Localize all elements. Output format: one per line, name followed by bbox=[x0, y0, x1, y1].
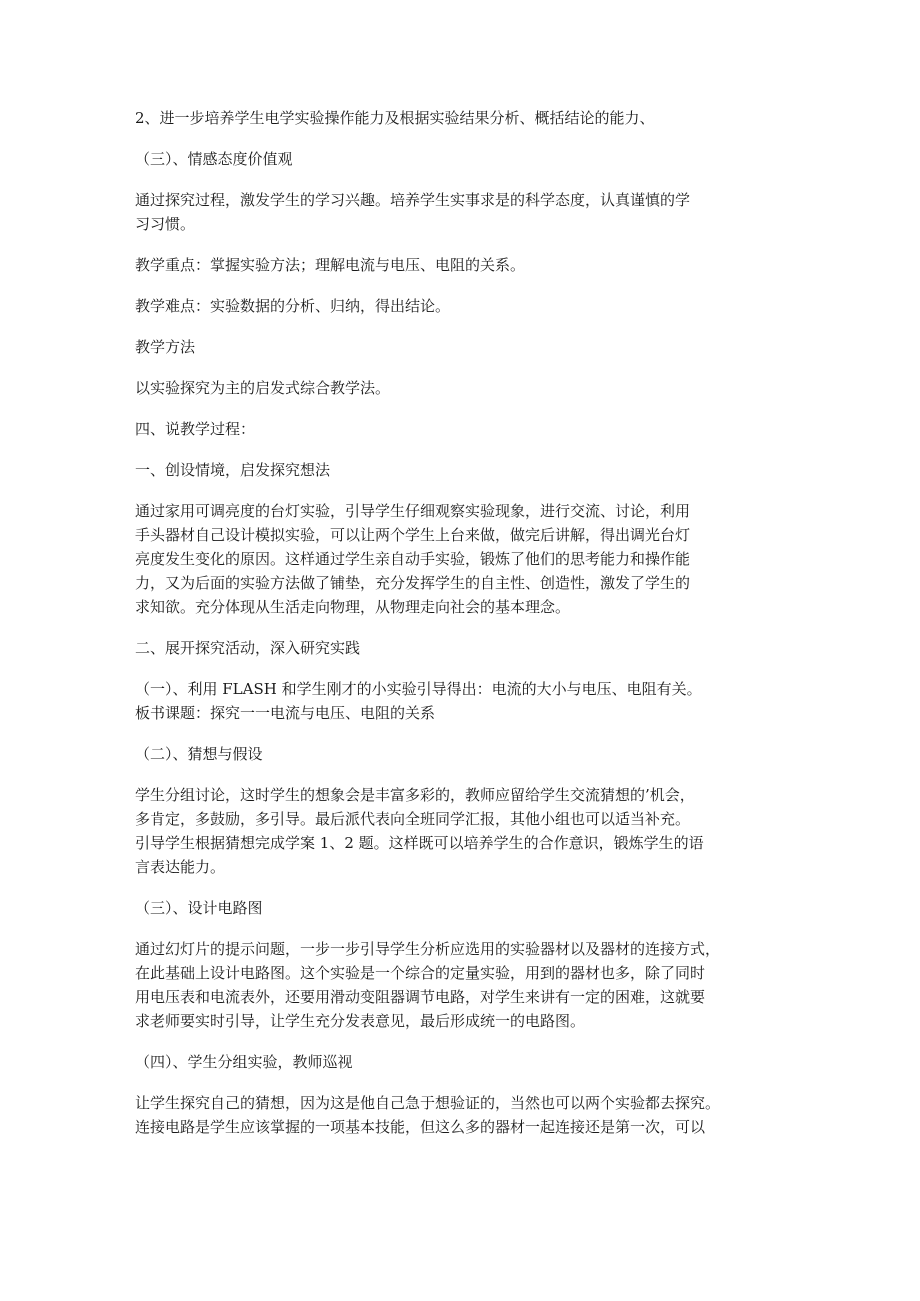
paragraph bbox=[135, 294, 785, 318]
text-line: （四）、学生分组实验，教师巡视 bbox=[135, 1053, 353, 1071]
text-line: （三）、情感态度价值观 bbox=[135, 150, 293, 168]
text-line: 让学生探究自己的猜想，因为这是他自己急于想验证的，当然也可以两个实验都去探究。 bbox=[135, 1094, 721, 1112]
paragraph bbox=[135, 106, 785, 130]
paragraph bbox=[135, 1050, 785, 1074]
text-line: 在此基础上设计电路图。这个实验是一个综合的定量实验，用到的器材也多，除了同时 bbox=[135, 964, 706, 982]
text-line: 求知欲。充分体现从生活走向物理，从物理走向社会的基本理念。 bbox=[135, 598, 571, 616]
text-line: 二、展开探究活动，深入研究实践 bbox=[135, 639, 361, 657]
paragraph bbox=[135, 253, 785, 277]
text-line: 引导学生根据猜想完成学案 1、2 题。这样既可以培养学生的合作意识，锻炼学生的语 bbox=[135, 834, 704, 852]
paragraph bbox=[135, 742, 785, 766]
text-line: 亮度发生变化的原因。这样通过学生亲自动手实验，锻炼了他们的思考能力和操作能 bbox=[135, 550, 691, 568]
text-line: 力，又为后面的实验方法做了铺垫，充分发挥学生的自主性、创造性，激发了学生的 bbox=[135, 574, 691, 592]
text-line: 教学方法 bbox=[135, 338, 196, 356]
paragraph bbox=[135, 937, 785, 1033]
paragraph bbox=[135, 896, 785, 920]
paragraph bbox=[135, 1091, 785, 1139]
paragraph bbox=[135, 188, 785, 236]
paragraph bbox=[135, 376, 785, 400]
text-line: （一）、利用 FLASH 和学生刚才的小实验引导得出：电流的大小与电压、电阻有关。 bbox=[135, 680, 702, 698]
paragraph bbox=[135, 417, 785, 441]
paragraph bbox=[135, 499, 785, 619]
text-line: 板书课题：探究一一电流与电压、电阻的关系 bbox=[135, 704, 436, 722]
text-line: 四、说教学过程： bbox=[135, 420, 256, 438]
text-line: 言表达能力。 bbox=[135, 858, 226, 876]
text-line: 教学重点：掌握实验方法；理解电流与电压、电阻的关系。 bbox=[135, 256, 526, 274]
paragraph bbox=[135, 783, 785, 879]
document-body bbox=[135, 106, 785, 1156]
paragraph bbox=[135, 636, 785, 660]
text-line: 通过家用可调亮度的台灯实验，引导学生仔细观察实验现象，进行交流、讨论，利用 bbox=[135, 502, 691, 520]
paragraph bbox=[135, 147, 785, 171]
paragraph bbox=[135, 335, 785, 359]
text-line: 手头器材自己设计模拟实验，可以让两个学生上台来做，做完后讲解，得出调光台灯 bbox=[135, 526, 691, 544]
text-line: 一、创设情境，启发探究想法 bbox=[135, 461, 331, 479]
paragraph bbox=[135, 458, 785, 482]
text-line: 通过幻灯片的提示问题，一步一步引导学生分析应选用的实验器材以及器材的连接方式， bbox=[135, 940, 721, 958]
text-line: 连接电路是学生应该掌握的一项基本技能，但这么多的器材一起连接还是第一次，可以 bbox=[135, 1118, 706, 1136]
text-line: 求老师要实时引导，让学生充分发表意见，最后形成统一的电路图。 bbox=[135, 1012, 586, 1030]
text-line: 习习惯。 bbox=[135, 215, 196, 233]
text-line: （三）、设计电路图 bbox=[135, 899, 263, 917]
text-line: 2、进一步培养学生电学实验操作能力及根据实验结果分析、概括结论的能力、 bbox=[135, 109, 655, 127]
paragraph bbox=[135, 677, 785, 725]
text-line: 通过探究过程，激发学生的学习兴趣。培养学生实事求是的科学态度，认真谨慎的学 bbox=[135, 191, 691, 209]
text-line: 学生分组讨论，这时学生的想象会是丰富多彩的，教师应留给学生交流猜想的’机会， bbox=[135, 786, 695, 804]
text-line: 教学难点：实验数据的分析、归纳，得出结论。 bbox=[135, 297, 451, 315]
text-line: 用电压表和电流表外，还要用滑动变阻器调节电路，对学生来讲有一定的困难，这就要 bbox=[135, 988, 706, 1006]
text-line: 多肯定，多鼓励，多引导。最后派代表向全班同学汇报，其他小组也可以适当补充。 bbox=[135, 810, 691, 828]
text-line: 以实验探究为主的启发式综合教学法。 bbox=[135, 379, 391, 397]
text-line: （二）、猜想与假设 bbox=[135, 745, 263, 763]
